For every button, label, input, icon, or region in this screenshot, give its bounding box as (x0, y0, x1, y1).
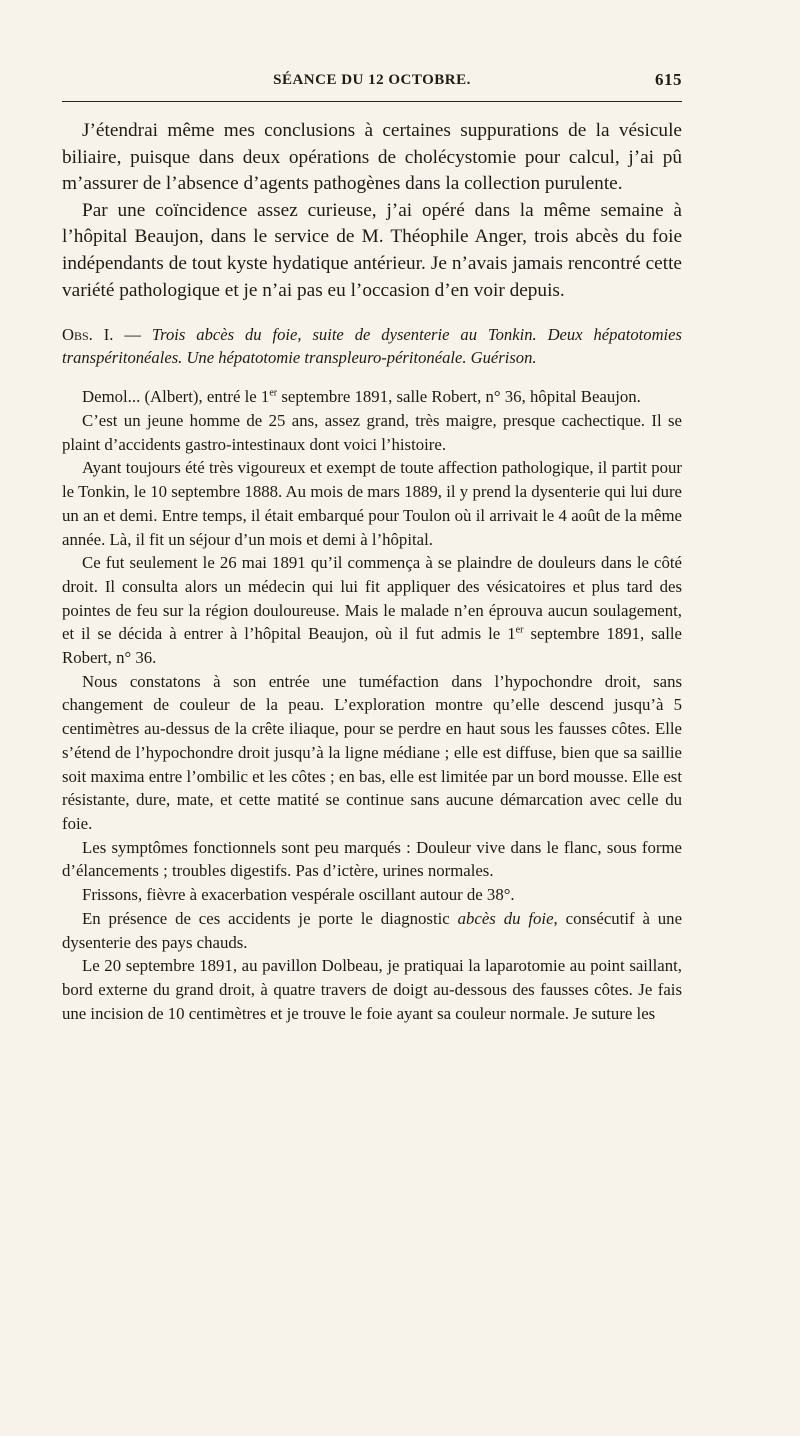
case-paragraph: Les symptômes fonctionnels sont peu marqués : Douleur vive dans le flanc, sous forme d’élancements ; troubles digestifs. Pas d’ictère, urines normales. (62, 837, 682, 881)
diagnosis-emphasis: abcès du foie (457, 908, 554, 928)
case-paragraph: C’est un jeune homme de 25 ans, assez grand, très maigre, presque cachectique. Il se plaint d’accidents gastro-intestinaux dont voici l’histoire. (62, 411, 682, 454)
intro-paragraph: Par une coïncidence assez curieuse, j’ai opéré dans la même semaine à l’hôpital Beaujon, dans le service de M. Théophile Anger, trois abcès du foie indépendants de tout kyste hydatique antérieur. Je n’avais jamais rencontré cette variété pathologique et je n’ai pas eu l’occasion d’en voir depuis. (62, 199, 682, 301)
running-head (62, 64, 682, 90)
case-paragraph: Frissons, fièvre à exacerbation vespérale oscillant autour de 38°. (82, 885, 515, 905)
case-report (62, 385, 682, 1025)
case-paragraph: Le 20 septembre 1891, au pavillon Dolbeau, je pratiquai la laparotomie au point saillant, bord externe du grand droit, à quatre travers de doigt au-dessous des fausses côtes. Je fais une incision de 10 centimètres et je trouve le foie ayant sa couleur normale. Je suture les (62, 956, 682, 1023)
case-paragraph: Ayant toujours été très vigoureux et exempt de toute affection pathologique, il partit pour le Tonkin, le 10 septembre 1888. Au mois de mars 1889, il y prend la dysenterie qui lui dure un an et demi. Entre temps, il était embarqué pour Toulon où il arrivait le 4 août de la même année. Là, il fit un séjour d’un mois et demi à l’hôpital. (62, 458, 682, 549)
observation-heading (62, 324, 682, 369)
case-paragraph: Demol... (Albert), entré le 1er septembre 1891, salle Robert, n° 36, hôpital Beaujon. (82, 387, 641, 407)
intro-section (62, 118, 682, 304)
header-rule (62, 101, 682, 102)
observation-dash: — (113, 325, 152, 345)
case-paragraph: Ce fut seulement le 26 mai 1891 qu’il commença à se plaindre de douleurs dans le côté droit. Il consulta alors un médecin qui lui fit appliquer des vésicatoires et plus tard des pointes de feu sur la région douloureuse. Mais le malade n’en éprouva aucun soulagement, et il se décida à entrer à l’hôpital Beaujon, où il fut admis le 1er septembre 1891, salle Robert, n° 36. (62, 553, 682, 668)
body-text (62, 118, 682, 1025)
observation-title: Trois abcès du foie, suite de dysenterie au Tonkin. Deux hépatotomies transpéritonéales. Une hépatotomie transpleuro-péritonéale. Guérison. (62, 325, 682, 367)
intro-paragraph: J’étendrai même mes conclusions à certaines suppurations de la vésicule biliaire, puisque dans deux opérations de cholécystomie pour calcul, j’ai pû m’assurer de l’absence d’agents pathogènes dans la collection purulente. (62, 120, 682, 195)
observation-label: Obs. I. (62, 325, 114, 345)
book-page (62, 0, 682, 1436)
case-paragraph: En présence de ces accidents je porte le diagnostic abcès du foie, consécutif à une dysenterie des pays chauds. (62, 908, 683, 952)
page-number: 615 (655, 70, 682, 89)
running-title: SÉANCE DU 12 OCTOBRE. (273, 72, 471, 88)
case-paragraph: Nous constatons à son entrée une tuméfaction dans l’hypochondre droit, sans changement de couleur de la peau. L’exploration montre qu’elle descend jusqu’à 5 centimètres au-dessus de la crête iliaque, pour se perdre en haut sous les fausses côtes. Elle s’étend de l’hypochondre droit jusqu’à la ligne médiane ; elle est diffuse, bien que sa saillie soit maxima entre l’ombilic et les côtes ; en bas, elle est limitée par un bord mousse. Elle est résistante, dure, mate, et cette matité se continue sans aucune démarcation avec celle du foie. (62, 671, 682, 833)
